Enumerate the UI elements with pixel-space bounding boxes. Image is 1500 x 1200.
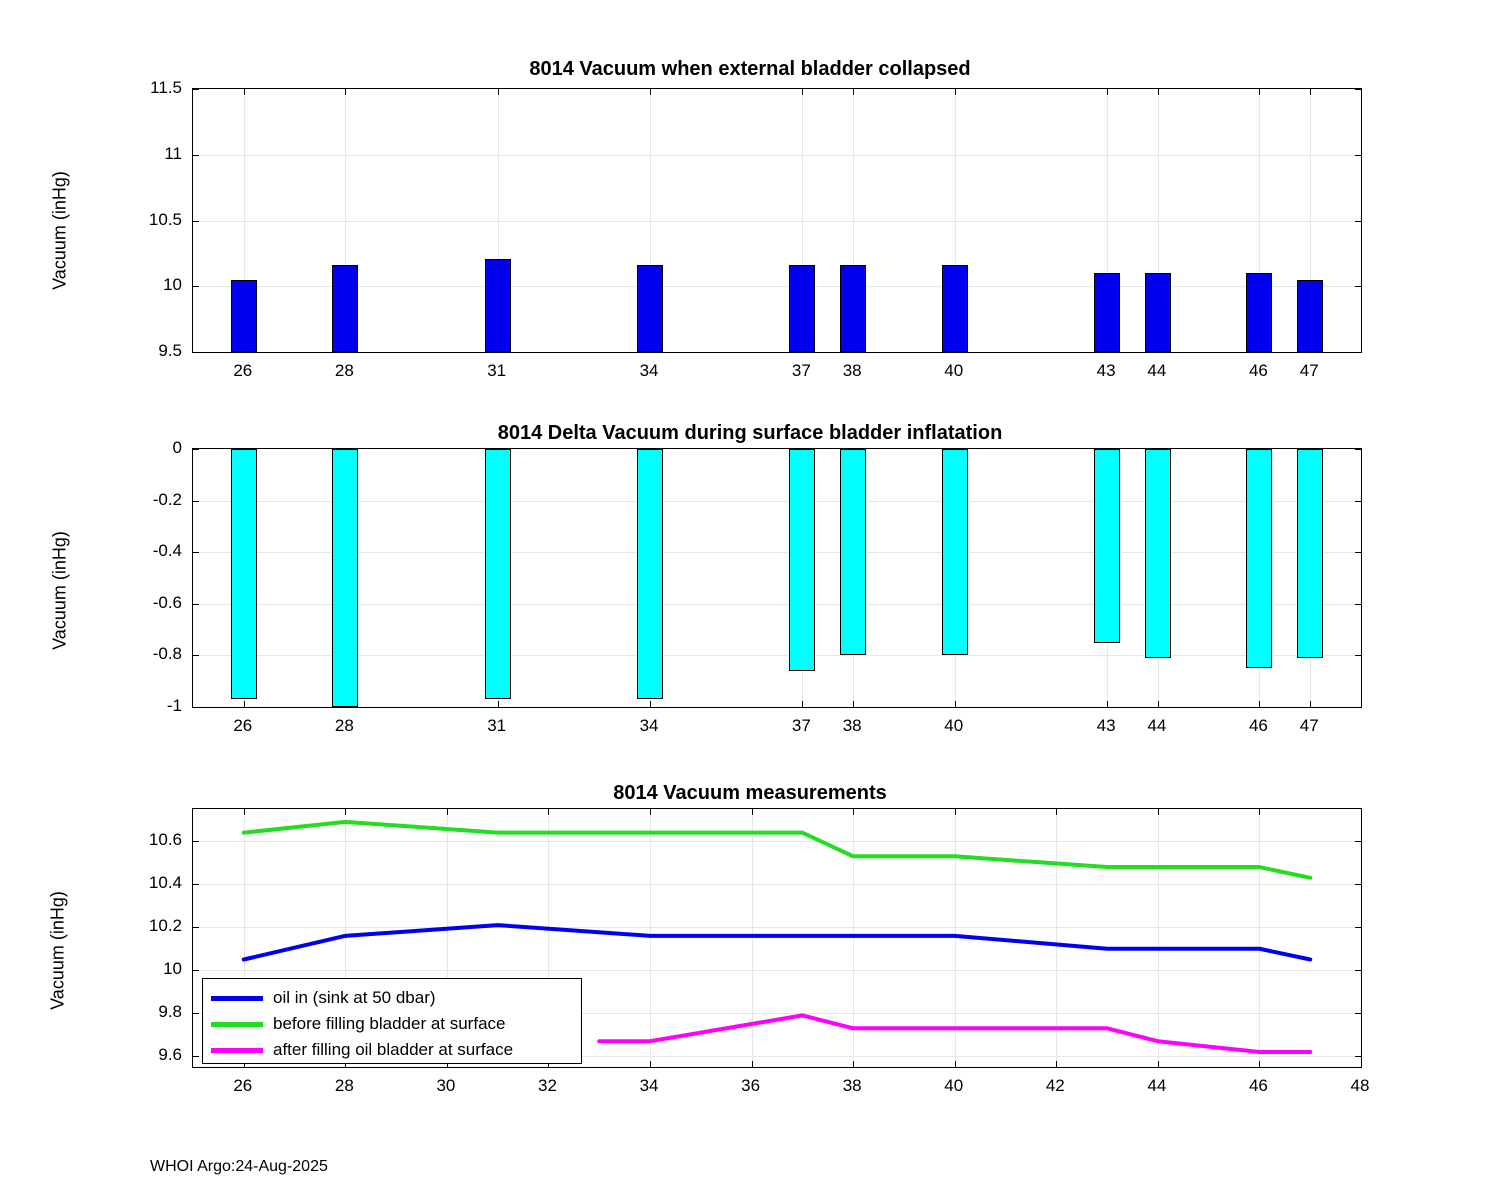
x-tick-label: 44: [1147, 1076, 1167, 1095]
footer-credit: WHOI Argo:24-Aug-2025: [150, 1158, 328, 1175]
x-tickmark: [1107, 89, 1108, 95]
x-tick-label: 38: [842, 361, 862, 380]
x-tick-label: 28: [334, 1076, 354, 1095]
x-tick-label: 46: [1248, 1076, 1268, 1095]
x-tick-label: 32: [538, 1076, 557, 1095]
x-tick-label: 28: [334, 716, 354, 735]
x-tickmark: [244, 701, 245, 707]
x-tickmark: [802, 89, 803, 95]
x-tickmark: [1158, 89, 1159, 95]
legend-color-swatch: [211, 1048, 263, 1053]
x-tickmark: [244, 89, 245, 95]
bar: [942, 265, 968, 352]
legend-item: [211, 985, 571, 1011]
bar: [1246, 273, 1272, 352]
y-tickmark: [1355, 604, 1361, 605]
bar: [332, 449, 358, 707]
x-tickmark: [1107, 701, 1108, 707]
x-tick-label: 36: [741, 1076, 761, 1095]
gridline-horizontal: [193, 655, 1361, 656]
x-tickmark: [1259, 89, 1260, 95]
x-tick-label: 38: [842, 716, 862, 735]
y-tickmark: [1355, 155, 1361, 156]
x-tick-label: 40: [944, 361, 964, 380]
y-tick-label: 9.5: [158, 341, 182, 360]
x-tickmark: [1361, 1061, 1362, 1067]
y-tickmark: [1355, 552, 1361, 553]
x-tick-label: 30: [436, 1076, 456, 1095]
x-tick-label: 38: [842, 1076, 862, 1095]
y-tick-label: 10: [163, 959, 182, 979]
y-tick-label: 0: [172, 438, 182, 457]
legend-item: [211, 1037, 571, 1063]
y-tickmark: [193, 449, 199, 450]
x-tick-label: 26: [233, 716, 253, 735]
y-tick-label: 10.5: [148, 209, 182, 229]
x-tick-label: 37: [791, 716, 811, 735]
x-tickmark: [955, 701, 956, 707]
bar: [1297, 280, 1323, 352]
y-tick-label: -0.6: [152, 592, 182, 612]
bar: [1297, 449, 1323, 658]
y-tickmark: [1355, 707, 1361, 708]
x-tick-label: 26: [233, 1076, 253, 1095]
y-tick-label: 9.8: [158, 1002, 182, 1022]
x-tick-label: 46: [1248, 361, 1268, 380]
x-tick-label: 34: [639, 1076, 659, 1095]
y-tickmark: [1355, 89, 1361, 90]
y-tickmark: [193, 286, 199, 287]
y-tick-label: 10.4: [148, 873, 182, 893]
y-tick-label: 10.6: [148, 830, 182, 850]
line-series: [244, 925, 1310, 959]
y-tick-label: 10.2: [148, 916, 182, 936]
y-tickmark: [1355, 221, 1361, 222]
x-tick-label: 34: [639, 361, 659, 380]
x-tickmark: [1310, 701, 1311, 707]
bar: [1094, 273, 1120, 352]
y-tickmark: [193, 655, 199, 656]
legend-color-swatch: [211, 996, 263, 1001]
x-tickmark: [498, 89, 499, 95]
y-tickmark: [193, 155, 199, 156]
bar: [942, 449, 968, 655]
panel1-title: 8014 Vacuum when external bladder collapsed: [529, 58, 971, 80]
panel1-ylabel: Vacuum (inHg): [49, 171, 70, 290]
y-tickmark: [1355, 352, 1361, 353]
gridline-horizontal: [193, 155, 1361, 156]
line-series: [599, 1015, 1310, 1052]
y-tickmark: [193, 221, 199, 222]
y-tick-label: 9.6: [158, 1045, 182, 1065]
bar: [1246, 449, 1272, 668]
x-tick-label: 44: [1147, 361, 1167, 380]
panel-vacuum-measurements: [0, 760, 1500, 1140]
gridline-horizontal: [193, 501, 1361, 502]
legend-label: oil in (sink at 50 dbar): [273, 988, 436, 1007]
bar: [840, 265, 866, 352]
x-tick-label: 43: [1096, 361, 1116, 380]
bar: [637, 265, 663, 352]
y-tickmark: [193, 352, 199, 353]
x-tickmark: [345, 89, 346, 95]
panel-delta-vacuum: [0, 400, 1500, 760]
bar: [485, 259, 511, 352]
bar: [789, 265, 815, 352]
bar: [1145, 273, 1171, 352]
y-tick-label: 10: [163, 275, 182, 295]
x-tick-label: 47: [1299, 716, 1319, 735]
y-tickmark: [1355, 286, 1361, 287]
x-tickmark: [498, 701, 499, 707]
x-tick-label: 42: [1045, 1076, 1065, 1095]
x-tick-label: 48: [1350, 1076, 1370, 1095]
gridline-horizontal: [193, 604, 1361, 605]
bar: [231, 280, 257, 352]
y-tickmark: [193, 501, 199, 502]
bar: [789, 449, 815, 671]
y-tickmark: [1355, 655, 1361, 656]
x-tickmark: [955, 89, 956, 95]
y-tickmark: [193, 707, 199, 708]
x-tickmark: [853, 701, 854, 707]
panel3-ylabel: Vacuum (inHg): [47, 891, 68, 1010]
x-tickmark: [650, 89, 651, 95]
panel3-title: 8014 Vacuum measurements: [613, 782, 887, 804]
panel2-title: 8014 Delta Vacuum during surface bladder inflatation: [497, 422, 1003, 444]
legend-item: [211, 1011, 571, 1037]
y-tickmark: [193, 89, 199, 90]
panel-vacuum-collapsed: [0, 0, 1500, 400]
y-tick-label: -0.2: [152, 489, 182, 509]
bar: [1145, 449, 1171, 658]
x-tick-label: 47: [1299, 361, 1319, 380]
gridline-horizontal: [193, 552, 1361, 553]
line-series: [244, 822, 1310, 878]
x-tickmark: [802, 701, 803, 707]
y-tickmark: [1355, 449, 1361, 450]
legend: [202, 978, 582, 1064]
bar: [231, 449, 257, 699]
x-tick-label: 28: [334, 361, 354, 380]
x-tickmark: [1310, 89, 1311, 95]
x-tick-label: 31: [487, 716, 507, 735]
x-tickmark: [650, 701, 651, 707]
panel2-plot-area: [192, 448, 1362, 708]
x-tick-label: 31: [487, 361, 507, 380]
x-tick-label: 40: [944, 716, 964, 735]
bar: [840, 449, 866, 655]
legend-color-swatch: [211, 1022, 263, 1027]
x-tickmark: [1361, 809, 1362, 815]
bar: [637, 449, 663, 699]
x-tick-label: 40: [944, 1076, 964, 1095]
gridline-horizontal: [193, 286, 1361, 287]
y-tick-label: -1: [166, 696, 182, 715]
x-tick-label: 43: [1096, 716, 1116, 735]
y-tickmark: [1355, 501, 1361, 502]
legend-label: after filling oil bladder at surface: [273, 1040, 514, 1059]
gridline-horizontal: [193, 221, 1361, 222]
x-tick-label: 26: [233, 361, 253, 380]
x-tickmark: [853, 89, 854, 95]
x-tick-label: 44: [1147, 716, 1167, 735]
legend-label: before filling bladder at surface: [273, 1014, 506, 1033]
x-tick-label: 37: [791, 361, 811, 380]
x-tick-label: 34: [639, 716, 659, 735]
y-tickmark: [193, 604, 199, 605]
panel2-ylabel: Vacuum (inHg): [49, 531, 70, 650]
bar: [485, 449, 511, 699]
x-tickmark: [1158, 701, 1159, 707]
y-tick-label: 11.5: [150, 78, 182, 97]
bar: [332, 265, 358, 352]
x-tick-label: 46: [1248, 716, 1268, 735]
y-tick-label: -0.8: [152, 644, 182, 664]
y-tick-label: -0.4: [152, 541, 182, 561]
y-tickmark: [193, 552, 199, 553]
x-tickmark: [1259, 701, 1260, 707]
bar: [1094, 449, 1120, 643]
panel1-plot-area: [192, 88, 1362, 353]
y-tick-label: 11: [164, 143, 182, 163]
